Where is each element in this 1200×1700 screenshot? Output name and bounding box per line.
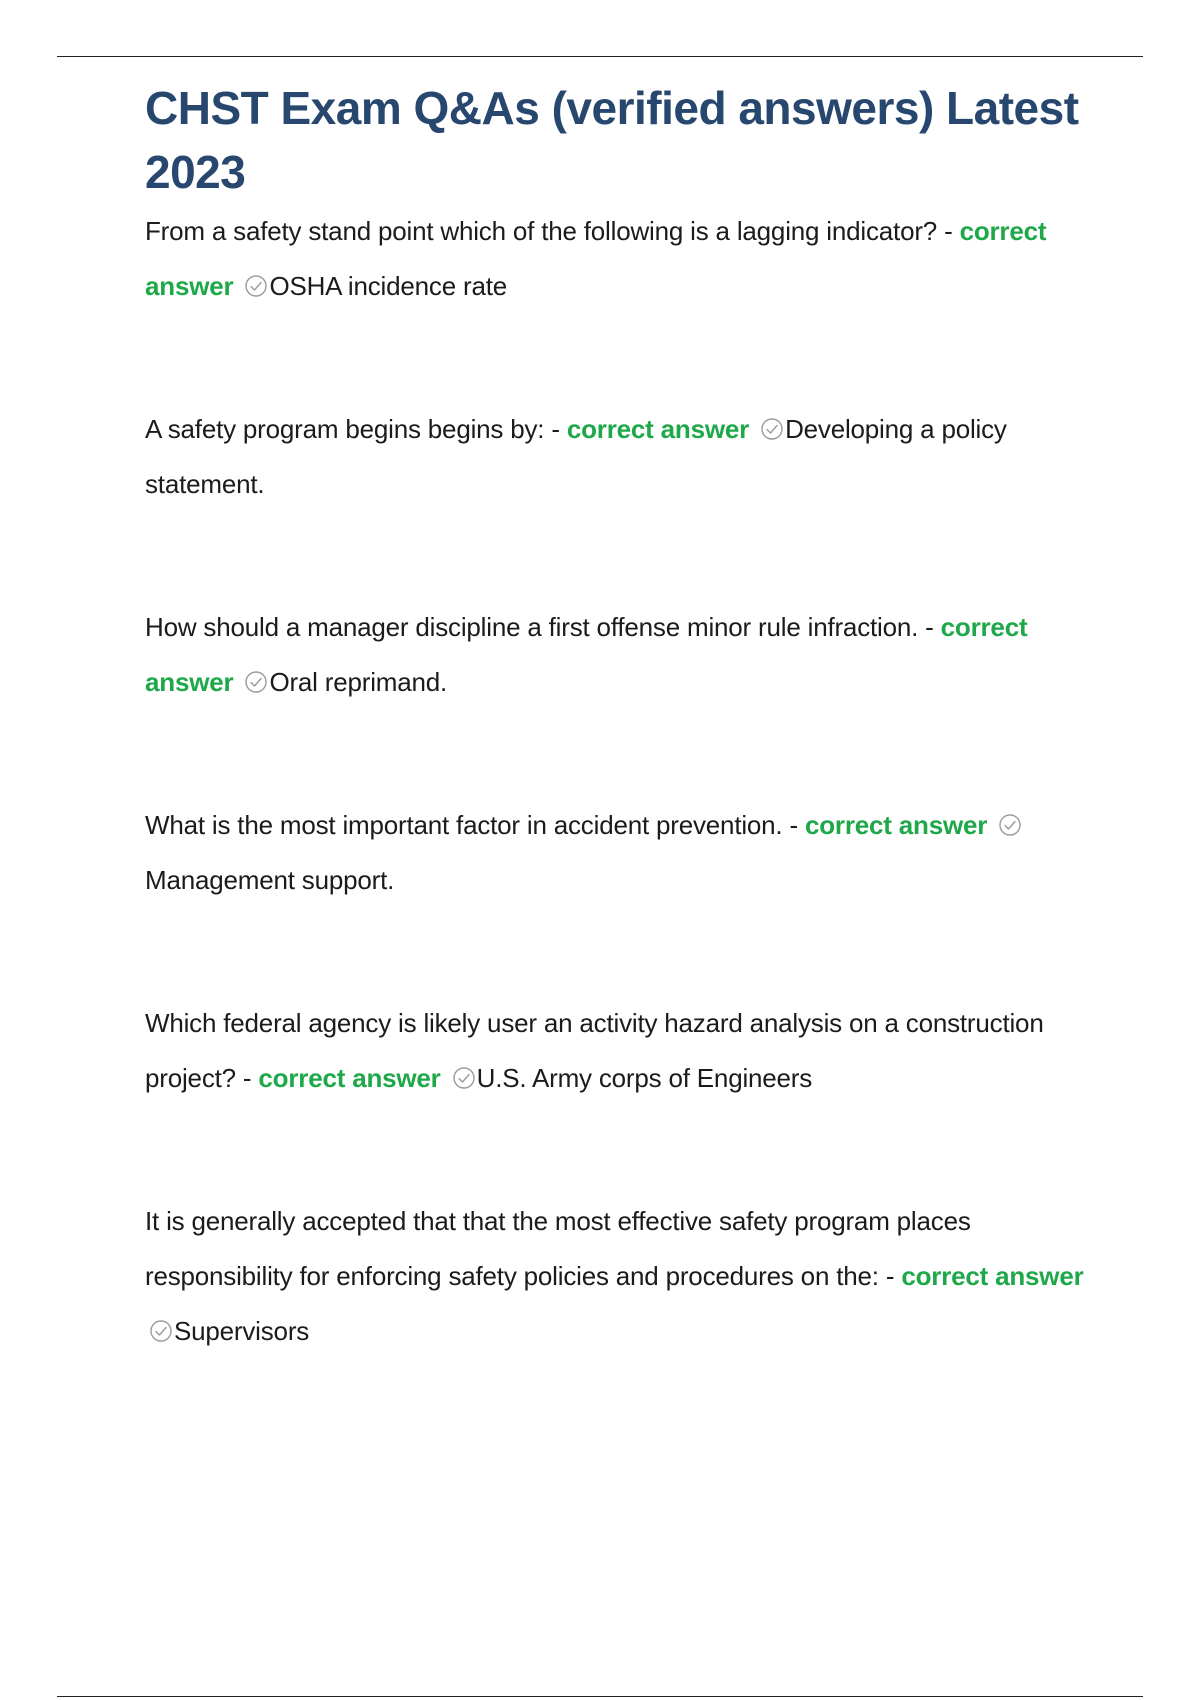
correct-answer-label: correct answer	[566, 414, 750, 444]
check-circle-icon	[760, 417, 784, 441]
check-circle-icon	[149, 1319, 173, 1343]
qa-item-1	[145, 204, 1085, 314]
answer-text: Developing a policy statement.	[145, 414, 1007, 499]
answer-text: Management support.	[145, 865, 395, 895]
qa-item-2	[145, 402, 1085, 512]
bottom-rule	[57, 1696, 1143, 1697]
qa-item-5	[145, 996, 1085, 1106]
correct-answer-label: correct answer	[258, 1063, 441, 1093]
check-circle-icon	[998, 813, 1022, 837]
correct-answer-label: correct answer	[804, 810, 988, 840]
question-text: Which federal agency is likely user an activity hazard analysis on a construction project? -	[145, 1008, 1044, 1093]
correct-answer-label: correct answer	[145, 216, 1047, 301]
answer-text: U.S. Army corps of Engineers	[476, 1063, 813, 1093]
document-content	[145, 76, 1085, 1359]
question-text: A safety program begins begins by: -	[145, 414, 560, 444]
question-text: What is the most important factor in accident prevention. -	[145, 810, 798, 840]
qa-item-3	[145, 600, 1085, 710]
correct-answer-label: correct answer	[145, 612, 1028, 697]
question-text: How should a manager discipline a first offense minor rule infraction. -	[145, 612, 934, 642]
check-circle-icon	[244, 274, 268, 298]
answer-text: Supervisors	[174, 1316, 310, 1346]
check-circle-icon	[452, 1066, 476, 1090]
document-title: CHST Exam Q&As (verified answers) Latest 2023	[145, 82, 1079, 198]
question-text: From a safety stand point which of the following is a lagging indicator? -	[145, 216, 953, 246]
correct-answer-label: correct answer	[901, 1261, 1084, 1291]
qa-item-6	[145, 1194, 1085, 1359]
top-rule	[57, 56, 1143, 57]
answer-text: Oral reprimand.	[269, 667, 448, 697]
check-circle-icon	[244, 670, 268, 694]
answer-text: OSHA incidence rate	[269, 271, 507, 301]
question-text: It is generally accepted that that the most effective safety program places responsibility for enforcing safety policies and procedures on the: -	[145, 1206, 971, 1291]
qa-item-4	[145, 798, 1085, 908]
